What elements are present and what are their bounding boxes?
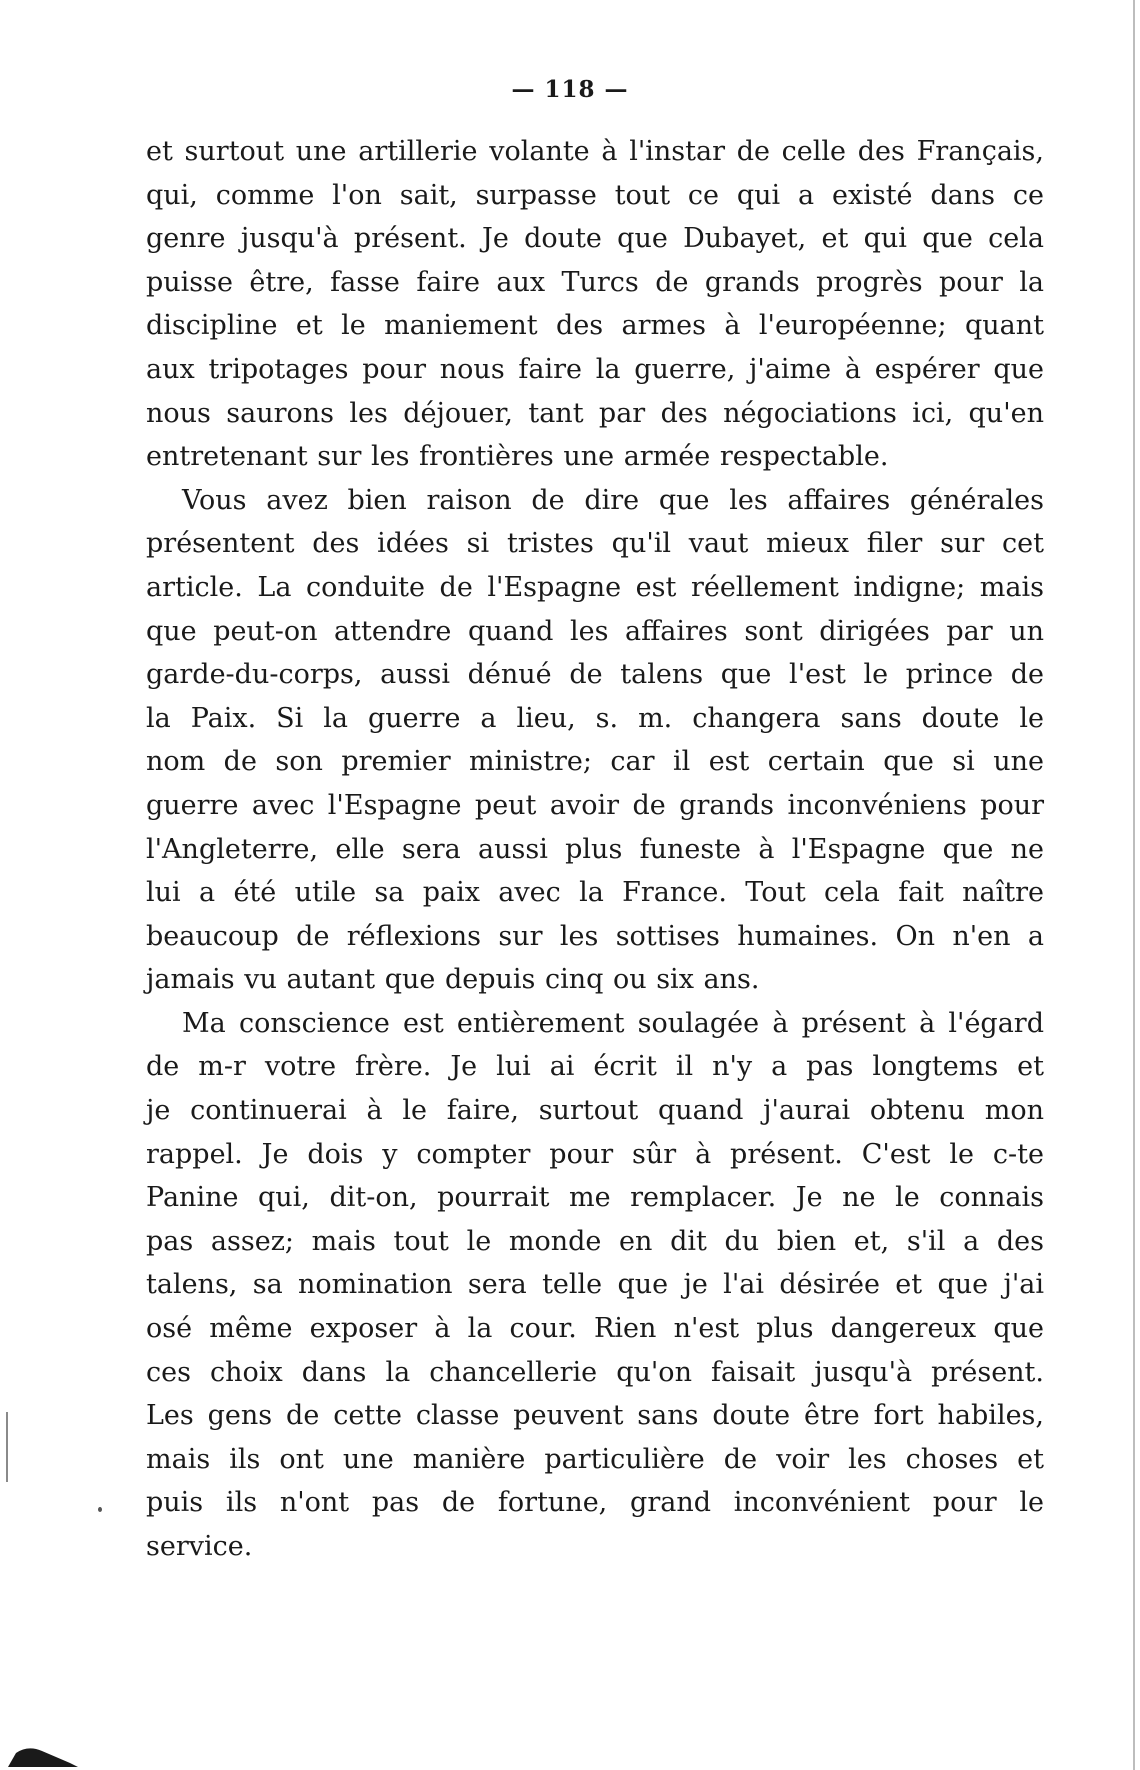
text-line: talens, sa nomination sera telle que je l'ai désirée et que j'ai (146, 1269, 1044, 1301)
text-line: Ma conscience est entièrement soulagée à présent à l'égard (182, 1007, 1044, 1039)
text-line: service. (146, 1531, 253, 1562)
text-line: de m-r votre frère. Je lui ai écrit il n'y a pas longtems et (146, 1051, 1044, 1083)
body-text (146, 130, 1044, 1569)
text-line: qui, comme l'on sait, surpasse tout ce qui a existé dans ce (146, 179, 1044, 211)
text-line: je continuerai à le faire, surtout quand j'aurai obtenu mon (146, 1095, 1044, 1127)
text-line: et surtout une artillerie volante à l'instar de celle des Français, (146, 136, 1044, 167)
text-line: osé même exposer à la cour. Rien n'est plus dangereux que (146, 1313, 1044, 1345)
text-line: discipline et le maniement des armes à l'européenne; quant (146, 310, 1044, 342)
text-line: présentent des idées si tristes qu'il vaut mieux filer sur cet (146, 528, 1044, 560)
text-line: jamais vu autant que depuis cinq ou six ans. (146, 964, 760, 996)
text-line: aux tripotages pour nous faire la guerre, j'aime à espérer que (146, 353, 1044, 385)
scan-margin-mark (6, 1412, 8, 1482)
text-line: la Paix. Si la guerre a lieu, s. m. changera sans doute le (146, 702, 1044, 734)
text-line: que peut-on attendre quand les affaires sont dirigées par un (146, 615, 1044, 647)
text-line: puis ils n'ont pas de fortune, grand inconvénient pour le (146, 1487, 1044, 1519)
text-line: mais ils ont une manière particulière de voir les choses et (146, 1443, 1044, 1475)
text-line: guerre avec l'Espagne peut avoir de grands inconvéniens pour (146, 789, 1044, 821)
text-line: puisse être, fasse faire aux Turcs de grands progrès pour la (146, 266, 1044, 298)
text-line: Vous avez bien raison de dire que les affaires générales (182, 484, 1044, 516)
text-line: entretenant sur les frontières une armée respectable. (146, 441, 889, 473)
scan-corner-blot (8, 1741, 78, 1767)
text-line: lui a été utile sa paix avec la France. Tout cela fait naître (146, 877, 1044, 909)
text-line: article. La conduite de l'Espagne est réellement indigne; mais (146, 571, 1044, 603)
text-line: nous saurons les déjouer, tant par des négociations ici, qu'en (146, 397, 1044, 429)
page-edge-line (1133, 0, 1135, 1770)
text-line: pas assez; mais tout le monde en dit du bien et, s'il a des (146, 1225, 1044, 1257)
text-line: ces choix dans la chancellerie qu'on faisait jusqu'à présent. (146, 1356, 1044, 1388)
text-line: Les gens de cette classe peuvent sans doute être fort habiles, (146, 1400, 1044, 1432)
text-line: Panine qui, dit-on, pourrait me remplacer. Je ne le connais (146, 1182, 1044, 1214)
text-line: rappel. Je dois y compter pour sûr à présent. C'est le c-te (146, 1138, 1044, 1170)
text-line: nom de son premier ministre; car il est certain que si une (146, 746, 1044, 778)
scan-speck (98, 1507, 102, 1512)
text-line: beaucoup de réflexions sur les sottises humaines. On n'en a (146, 920, 1044, 952)
text-line: garde-du-corps, aussi dénué de talens que l'est le prince de (146, 659, 1044, 691)
text-line: genre jusqu'à présent. Je doute que Dubayet, et qui que cela (146, 223, 1044, 255)
page-number: — 118 — (511, 76, 629, 103)
text-line: l'Angleterre, elle sera aussi plus funeste à l'Espagne que ne (146, 833, 1044, 865)
